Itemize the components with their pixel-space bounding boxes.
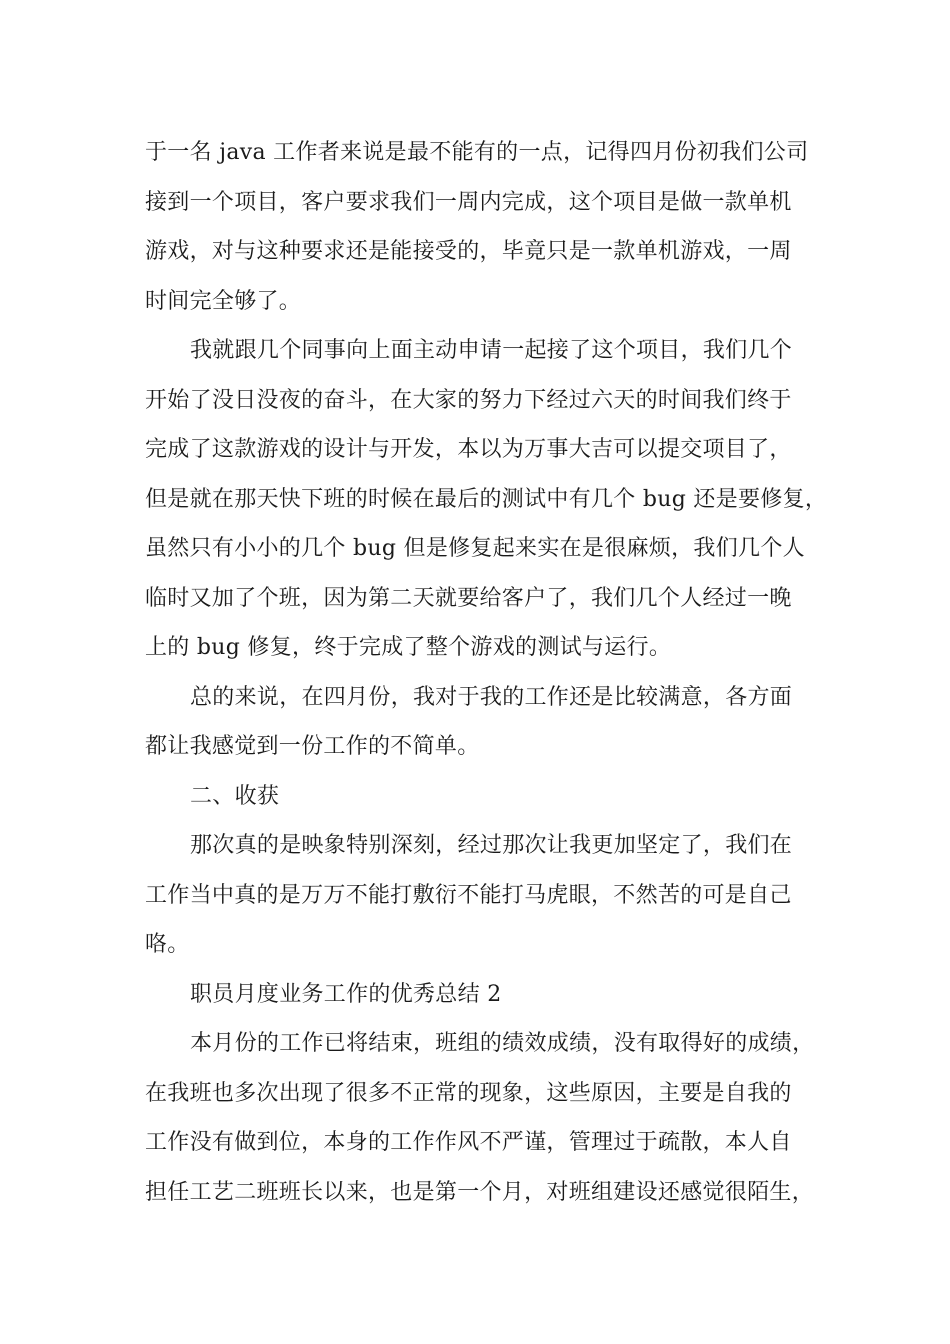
section-title: 职员月度业务工作的优秀总结 2 <box>190 981 502 1007</box>
text-line: 在我班也多次出现了很多不正常的现象，这些原因，主要是自我的 <box>145 1080 792 1106</box>
paragraph-summary <box>145 673 835 772</box>
text-line: 但是就在那天快下班的时候在最后的测试中有几个 bug 还是要修复， <box>145 486 828 512</box>
text-line: 那次真的是映象特别深刻，经过那次让我更加坚定了，我们在 <box>190 833 793 858</box>
heading-harvest <box>145 772 835 822</box>
text-line: 游戏，对与这种要求还是能接受的，毕竟只是一款单机游戏，一周 <box>145 239 792 264</box>
text-line: 总的来说，在四月份，我对于我的工作还是比较满意，各方面 <box>190 684 793 710</box>
text-line: 咯。 <box>145 932 190 957</box>
document-body <box>145 128 835 1217</box>
text-line: 都让我感觉到一份工作的不简单。 <box>145 734 480 759</box>
text-line: 虽然只有小小的几个 bug 但是修复起来实在是很麻烦，我们几个人 <box>145 536 805 561</box>
text-line: 担任工艺二班班长以来，也是第一个月，对班组建设还感觉很陌生， <box>145 1179 815 1205</box>
text-line: 工作当中真的是万万不能打敷衍不能打马虎眼，不然苦的可是自己 <box>145 882 792 908</box>
section-title-block <box>145 970 835 1020</box>
text-line: 时间完全够了。 <box>145 288 302 314</box>
text-line: 工作没有做到位，本身的工作作风不严谨，管理过于疏散，本人自 <box>145 1130 792 1155</box>
paragraph-harvest <box>145 821 835 970</box>
text-line: 于一名 java 工作者来说是最不能有的一点，记得四月份初我们公司 <box>145 140 809 165</box>
paragraph-monthly-review <box>145 1019 835 1217</box>
paragraph-continuation <box>145 128 835 326</box>
text-line: 完成了这款游戏的设计与开发，本以为万事大吉可以提交项目了， <box>145 437 792 462</box>
text-line: 上的 bug 修复，终于完成了整个游戏的测试与运行。 <box>145 635 672 660</box>
text-line: 本月份的工作已将结束，班组的绩效成绩，没有取得好的成绩， <box>190 1031 815 1056</box>
paragraph-project-story <box>145 326 835 673</box>
text-line: 我就跟几个同事向上面主动申请一起接了这个项目，我们几个 <box>190 338 793 363</box>
text-line: 临时又加了个班，因为第二天就要给客户了，我们几个人经过一晚 <box>145 585 792 611</box>
section-heading: 二、收获 <box>190 783 280 809</box>
text-line: 接到一个项目，客户要求我们一周内完成，这个项目是做一款单机 <box>145 189 792 215</box>
text-line: 开始了没日没夜的奋斗，在大家的努力下经过六天的时间我们终于 <box>145 387 792 413</box>
